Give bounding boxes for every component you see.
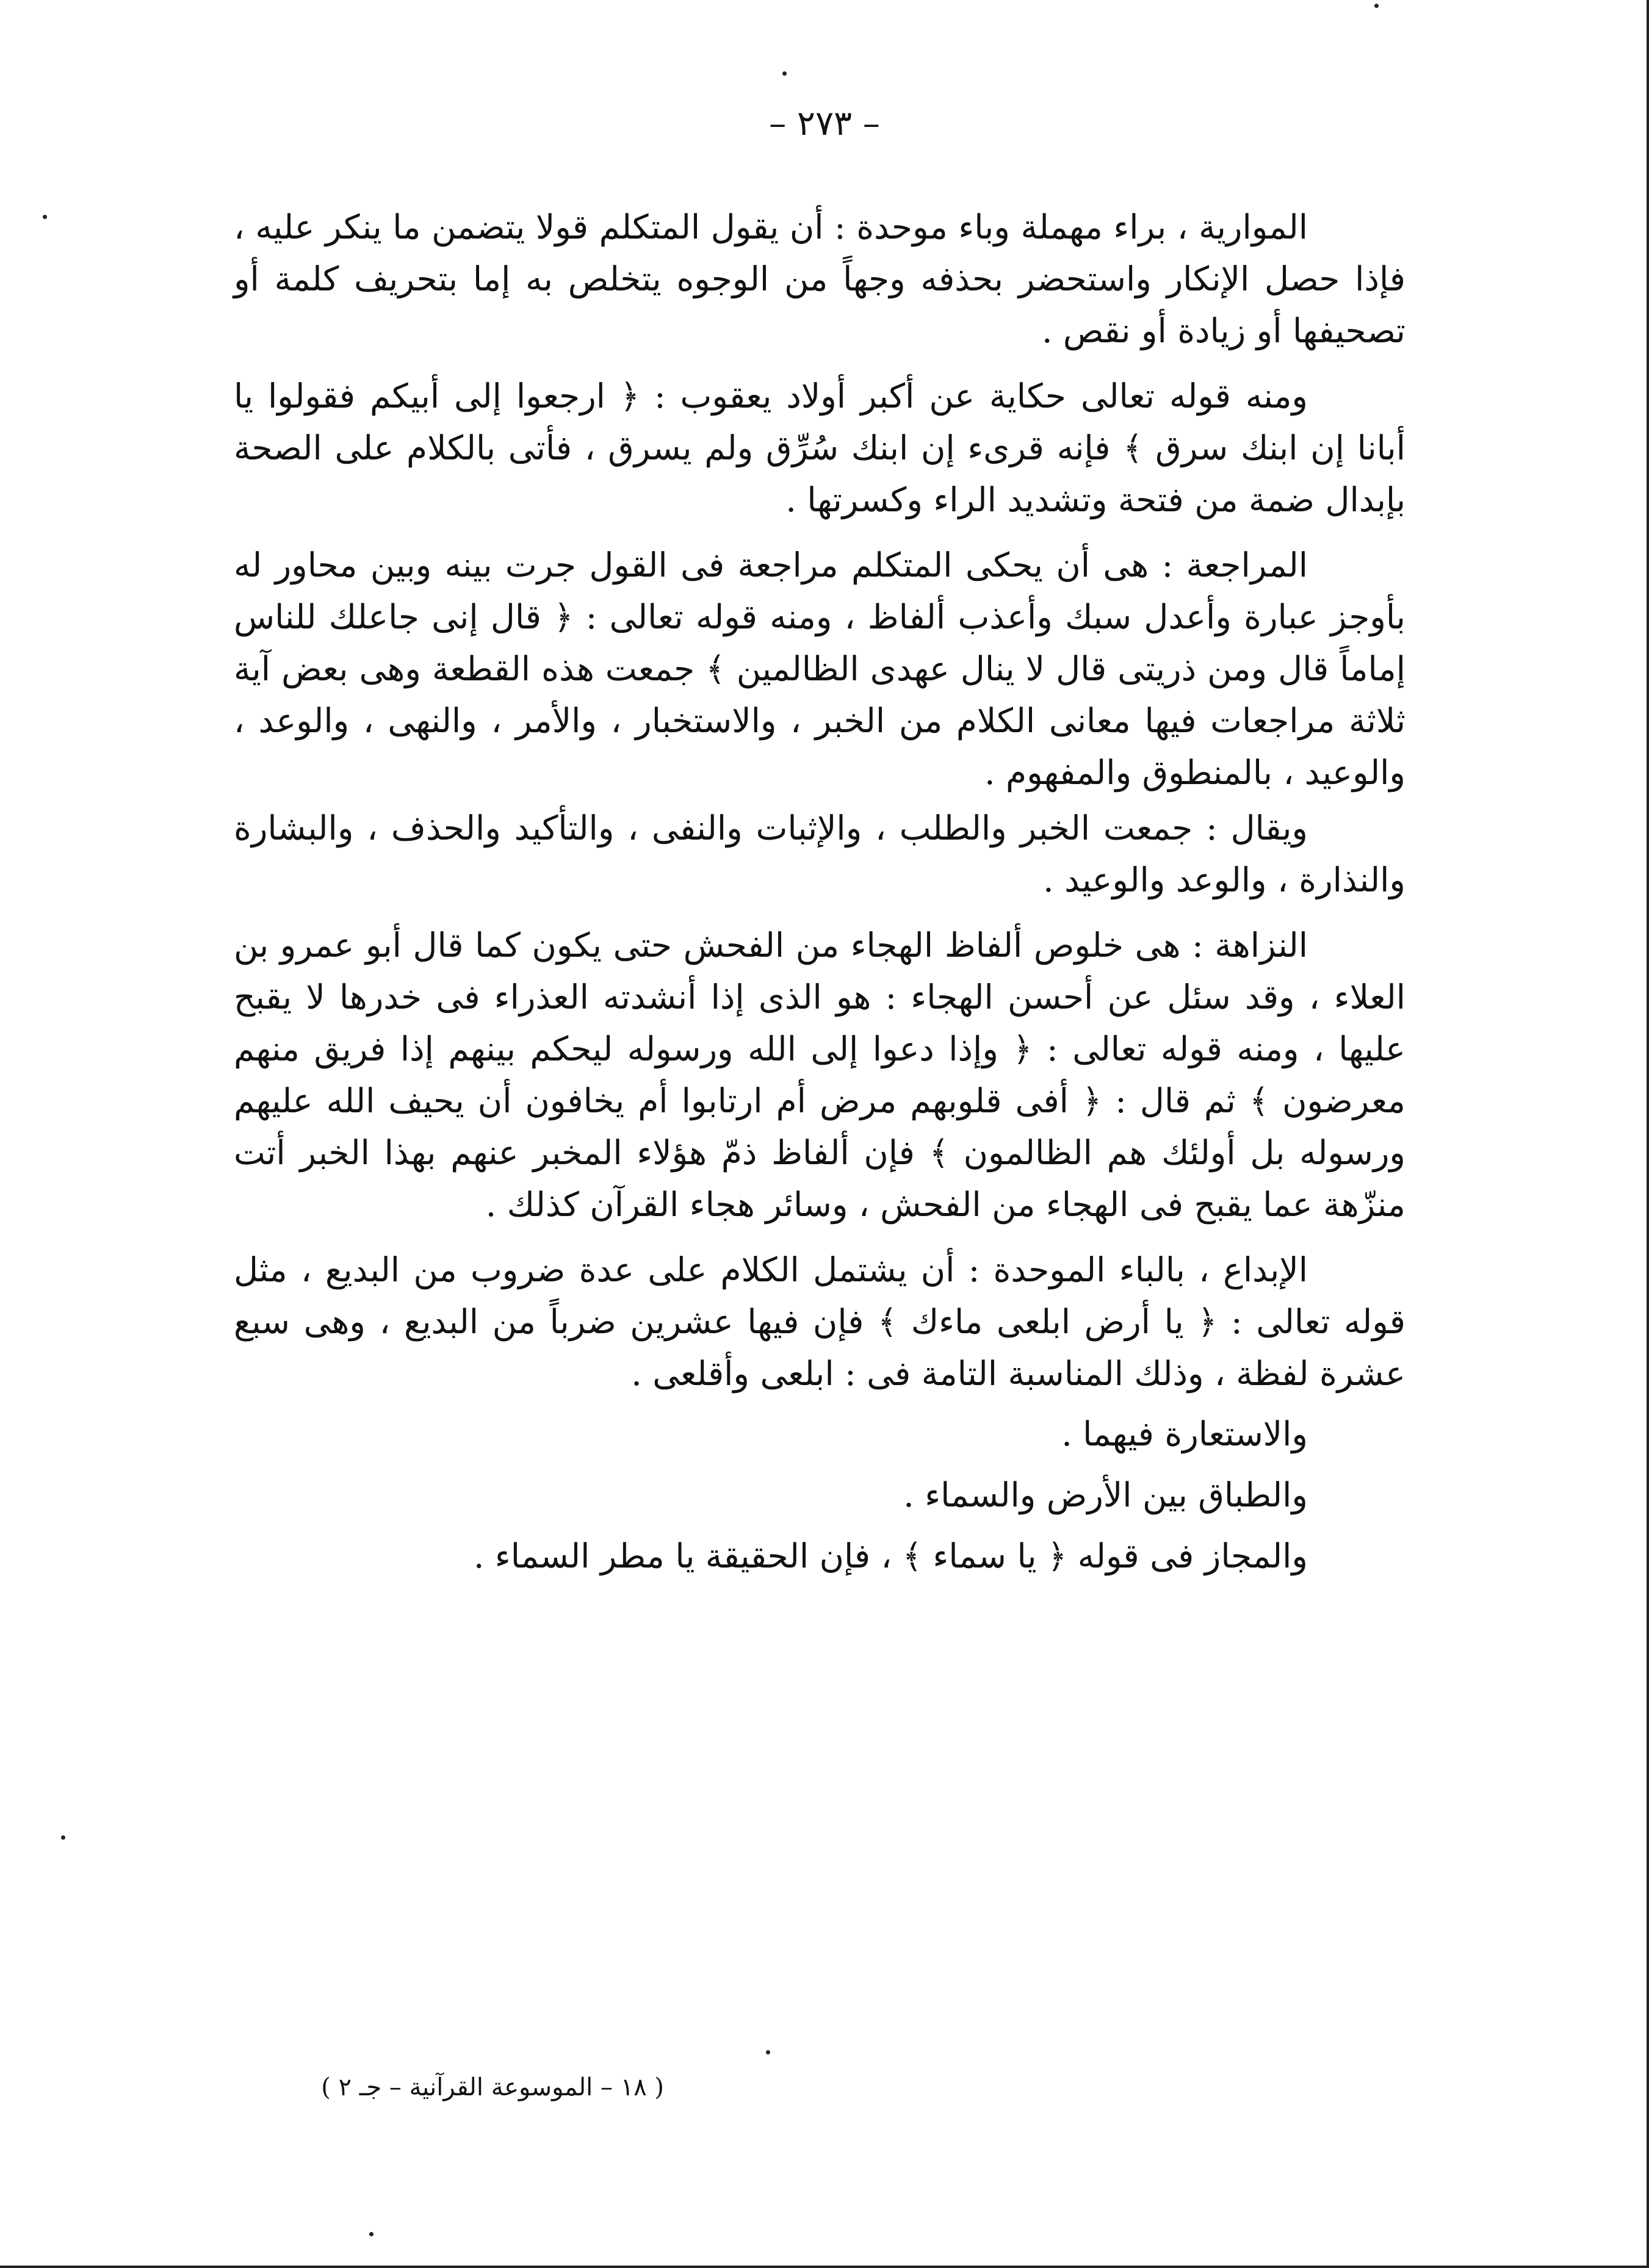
scan-speck bbox=[43, 215, 47, 219]
footer-signature-note: ( ١٨ – الموسوعة القرآنية – جـ ٢ ) bbox=[321, 2073, 664, 2101]
paragraph-muwaraba-example: ومنه قوله تعالى حكاية عن أكبر أولاد يعقوب : ﴿ ارجعوا إلى أبيكم فقولوا يا أبانا إن ابنك سرق ﴾ فإنه قرىء إن ابنك سُرِّق ولم يسرق ، فأتى بالكلام على الصحة بإبدال ضمة من فتحة وتشديد الراء وكسرتها . bbox=[234, 376, 1405, 519]
list-line-majaz: والمجاز فى قوله ﴿ يا سماء ﴾ ، فإن الحقيقة يا مطر السماء . bbox=[473, 1536, 1308, 1575]
scan-speck bbox=[766, 2050, 770, 2054]
paragraph-nazaha: النزاهة : هى خلوص ألفاظ الهجاء من الفحش حتى يكون كما قال أبو عمرو بن العلاء ، وقد سئل عن أحسن الهجاء : هو الذى إذا أنشدته العذراء فى خدرها لا يقبح عليها ، ومنه قوله تعالى : ﴿ وإذا دعوا إلى الله ورسوله ليحكم بينهم إذا فريق منهم معرضون ﴾ ثم قال : ﴿ أفى قلوبهم مرض أم ارتابوا أم يخافون أن يحيف الله عليهم ورسوله بل أولئك هم الظالمون ﴾ فإن ألفاظ ذمّ هؤلاء المخبر عنهم بهذا الخبر أتت منزّهة عما يقبح فى الهجاء من الفحش ، وسائر هجاء القرآن كذلك . bbox=[234, 926, 1405, 1224]
list-line-istiara: والاستعارة فيهما . bbox=[1061, 1414, 1308, 1453]
paragraph-muraja-a-summary: ويقال : جمعت الخبر والطلب ، والإثبات والنفى ، والتأكيد والحذف ، والبشارة والنذارة ، والوعد والوعيد . bbox=[234, 808, 1405, 899]
scan-speck bbox=[1374, 4, 1379, 8]
paragraph-muraja-a: المراجعة : هى أن يحكى المتكلم مراجعة فى القول جرت بينه وبين محاور له بأوجز عبارة وأعدل سبك وأعذب ألفاظ ، ومنه قوله تعالى : ﴿ قال إنى جاعلك للناس إماماً قال ومن ذريتى قال لا ينال عهدى الظالمين ﴾ جمعت هذه القطعة وهى بعض آية ثلاثة مراجعات فيها معانى الكلام من الخبر ، والاستخبار ، والأمر ، والنهى ، والوعد ، والوعيد ، بالمنطوق والمفهوم . bbox=[234, 545, 1405, 792]
list-line-tibaq: والطباق بين الأرض والسماء . bbox=[903, 1475, 1308, 1514]
paragraph-muwaraba: الموارية ، براء مهملة وباء موحدة : أن يقول المتكلم قولا يتضمن ما ينكر عليه ، فإذا حصل الإنكار واستحضر بحذفه وجهاً من الوجوه يتخلص به إما بتحريف كلمة أو تصحيفها أو زيادة أو نقص . bbox=[234, 207, 1405, 350]
scan-speck bbox=[369, 2232, 373, 2236]
body-text bbox=[234, 201, 1405, 1586]
page-number: – ٢٧٣ – bbox=[769, 104, 880, 143]
paragraph-ibda: الإبداع ، بالباء الموحدة : أن يشتمل الكلام على عدة ضروب من البديع ، مثل قوله تعالى : ﴿ يا أرض ابلعى ماءك ﴾ فإن فيها عشرين ضرباً من البديع ، وهى سبع عشرة لفظة ، وذلك المناسبة التامة فى : ابلعى وأقلعى . bbox=[234, 1250, 1405, 1393]
scan-speck bbox=[61, 1835, 65, 1840]
scan-speck bbox=[782, 71, 787, 76]
